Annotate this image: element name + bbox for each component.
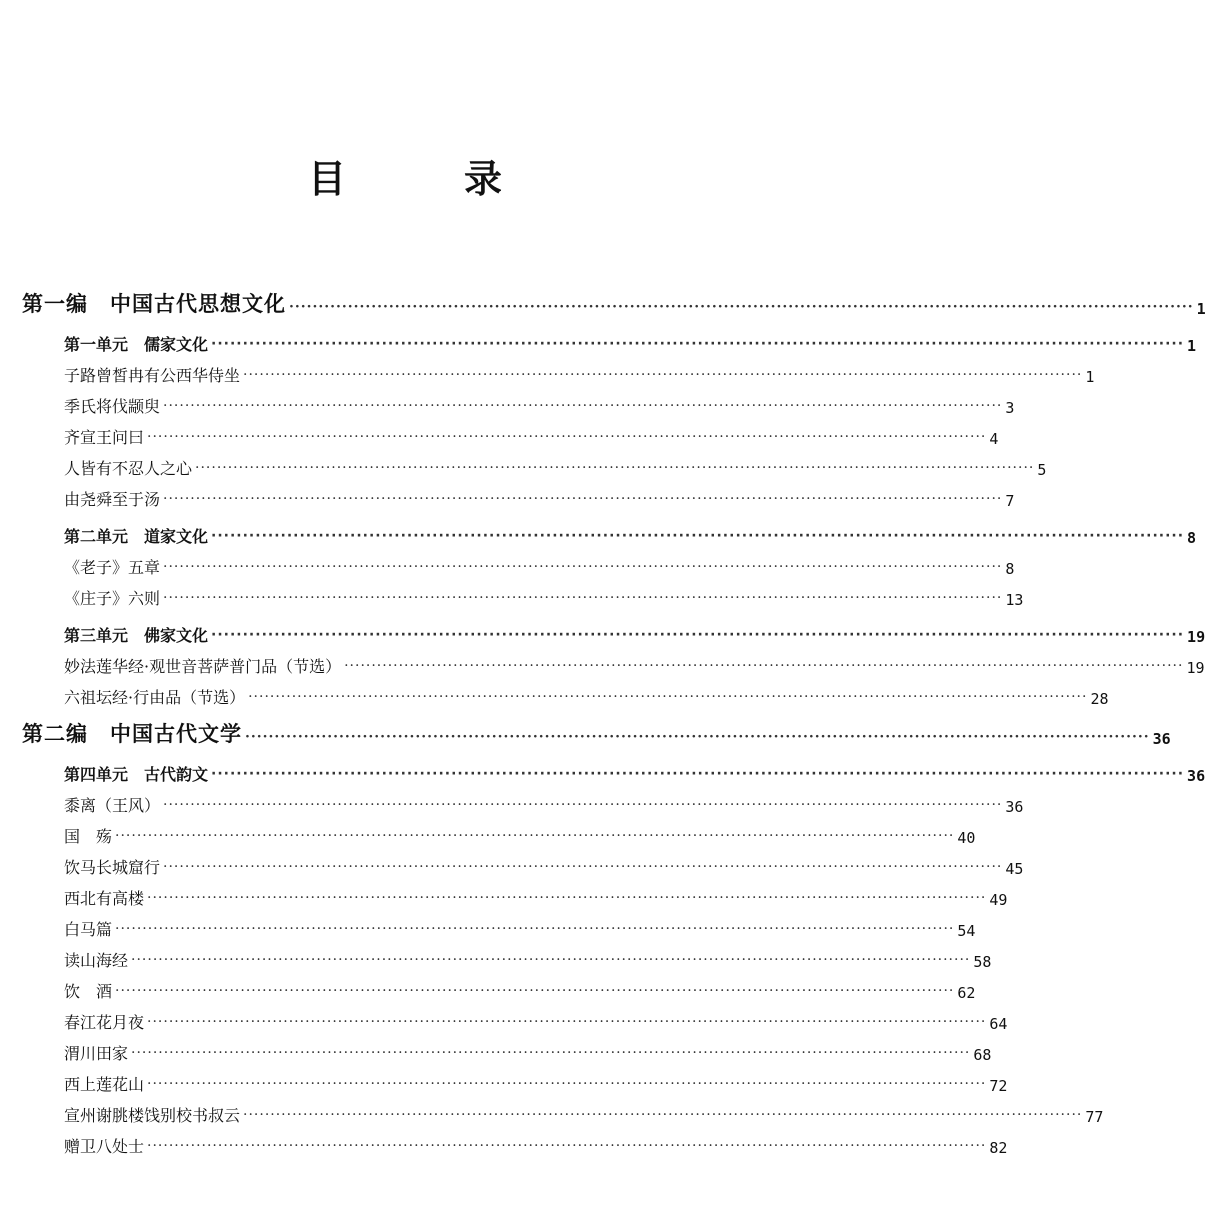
toc-entry[interactable]	[22, 479, 1015, 510]
toc-entry-title: 《庄子》六则	[64, 589, 161, 608]
dot-leader: ··························································································································································	[163, 590, 1003, 606]
dot-leader: ··························································································································································	[243, 367, 1083, 383]
dot-leader: ··························································································································································	[289, 299, 1194, 315]
toc-entry[interactable]	[22, 448, 1047, 479]
toc-entry-page-number: 8	[1005, 560, 1015, 578]
toc-unit[interactable]	[22, 615, 1206, 646]
toc-entry[interactable]	[22, 1064, 1008, 1095]
table-of-contents	[22, 278, 1206, 1157]
toc-entry-title: 春江花月夜	[64, 1013, 145, 1032]
dot-leader: ··························································································································································	[163, 559, 1003, 575]
dot-leader: ··························································································································································	[147, 1138, 987, 1154]
dot-leader: ··························································································································································	[163, 797, 1003, 813]
toc-entry-title: 宣州谢朓楼饯别校书叔云	[64, 1106, 241, 1125]
toc-entry[interactable]	[22, 677, 1109, 708]
dot-leader: ··························································································································································	[147, 1014, 987, 1030]
toc-entry[interactable]	[22, 971, 976, 1002]
dot-leader: ··························································································································································	[211, 336, 1185, 352]
toc-entry[interactable]	[22, 547, 1015, 578]
toc-entry-page-number: 36	[1005, 798, 1024, 816]
toc-entry-title: 妙法莲华经·观世音菩萨普门品（节选）	[64, 657, 342, 676]
toc-part-page-number: 1	[1196, 300, 1206, 318]
dot-leader: ··························································································································································	[115, 828, 955, 844]
dot-leader: ··························································································································································	[115, 921, 955, 937]
toc-entry-page-number: 58	[973, 953, 992, 971]
toc-entry-title: 齐宣王问曰	[64, 428, 145, 447]
dot-leader: ··························································································································································	[248, 689, 1088, 705]
dot-leader: ··························································································································································	[245, 729, 1150, 745]
dot-leader: ··························································································································································	[163, 859, 1003, 875]
dot-leader: ··························································································································································	[243, 1107, 1083, 1123]
toc-unit[interactable]	[22, 324, 1197, 355]
toc-entry-title: 白马篇	[64, 920, 113, 939]
dot-leader: ··························································································································································	[344, 658, 1184, 674]
toc-entry-page-number: 45	[1005, 860, 1024, 878]
toc-unit-title: 第三单元 佛家文化	[64, 626, 209, 645]
toc-entry-page-number: 13	[1005, 591, 1024, 609]
dot-leader: ··························································································································································	[211, 766, 1185, 782]
toc-entry-page-number: 68	[973, 1046, 992, 1064]
toc-entry[interactable]	[22, 878, 1008, 909]
toc-unit-page-number: 19	[1187, 628, 1206, 646]
toc-entry-title: 子路曾皙冉有公西华侍坐	[64, 366, 241, 385]
toc-entry[interactable]	[22, 1126, 1008, 1157]
dot-leader: ··························································································································································	[147, 429, 987, 445]
toc-entry-page-number: 5	[1037, 461, 1047, 479]
toc-entry-title: 由尧舜至于汤	[64, 490, 161, 509]
toc-entry[interactable]	[22, 1095, 1104, 1126]
toc-entry[interactable]	[22, 646, 1205, 677]
toc-entry-page-number: 4	[989, 430, 999, 448]
dot-leader: ··························································································································································	[211, 627, 1185, 643]
toc-entry-title: 读山海经	[64, 951, 129, 970]
dot-leader: ··························································································································································	[163, 398, 1003, 414]
toc-entry-title: 西北有高楼	[64, 889, 145, 908]
toc-entry-title: 《老子》五章	[64, 558, 161, 577]
toc-entry-page-number: 82	[989, 1139, 1008, 1157]
toc-unit-title: 第四单元 古代韵文	[64, 765, 209, 784]
dot-leader: ··························································································································································	[195, 460, 1035, 476]
toc-entry-title: 黍离（王风）	[64, 796, 161, 815]
toc-part[interactable]	[22, 708, 1171, 748]
toc-entry-page-number: 28	[1090, 690, 1109, 708]
dot-leader: ··························································································································································	[211, 528, 1185, 544]
dot-leader: ··························································································································································	[115, 983, 955, 999]
toc-entry-title: 赠卫八处士	[64, 1137, 145, 1156]
toc-entry-title: 西上莲花山	[64, 1075, 145, 1094]
toc-part-page-number: 36	[1152, 730, 1171, 748]
dot-leader: ··························································································································································	[147, 1076, 987, 1092]
toc-entry[interactable]	[22, 909, 976, 940]
toc-entry[interactable]	[22, 847, 1024, 878]
toc-unit[interactable]	[22, 516, 1197, 547]
toc-entry-title: 饮马长城窟行	[64, 858, 161, 877]
toc-unit-page-number: 1	[1187, 337, 1197, 355]
toc-entry[interactable]	[22, 417, 999, 448]
toc-unit[interactable]	[22, 754, 1206, 785]
toc-entry-title: 人皆有不忍人之心	[64, 459, 193, 478]
toc-entry-page-number: 77	[1085, 1108, 1104, 1126]
toc-entry-title: 渭川田家	[64, 1044, 129, 1063]
toc-entry-page-number: 49	[989, 891, 1008, 909]
toc-entry-title: 国 殇	[64, 827, 113, 846]
toc-entry-title: 季氏将伐颛臾	[64, 397, 161, 416]
dot-leader: ··························································································································································	[163, 491, 1003, 507]
dot-leader: ··························································································································································	[147, 890, 987, 906]
toc-entry[interactable]	[22, 940, 992, 971]
toc-entry-page-number: 62	[957, 984, 976, 1002]
toc-entry-page-number: 19	[1186, 659, 1205, 677]
toc-entry-page-number: 1	[1085, 368, 1095, 386]
toc-unit-page-number: 36	[1187, 767, 1206, 785]
toc-entry-page-number: 72	[989, 1077, 1008, 1095]
toc-entry[interactable]	[22, 816, 976, 847]
toc-entry-page-number: 54	[957, 922, 976, 940]
toc-part-title: 第一编 中国古代思想文化	[22, 291, 286, 316]
page-title: 目 录	[307, 156, 542, 201]
toc-unit-page-number: 8	[1187, 529, 1197, 547]
toc-entry[interactable]	[22, 386, 1015, 417]
dot-leader: ··························································································································································	[131, 1045, 971, 1061]
toc-entry-page-number: 40	[957, 829, 976, 847]
toc-entry[interactable]	[22, 785, 1024, 816]
toc-entry-title: 六祖坛经·行由品（节选）	[64, 688, 246, 707]
toc-entry[interactable]	[22, 355, 1095, 386]
toc-entry-page-number: 3	[1005, 399, 1015, 417]
toc-entry[interactable]	[22, 578, 1024, 609]
toc-unit-title: 第二单元 道家文化	[64, 527, 209, 546]
toc-part[interactable]	[22, 278, 1206, 318]
toc-entry-page-number: 64	[989, 1015, 1008, 1033]
toc-entry-page-number: 7	[1005, 492, 1015, 510]
dot-leader: ··························································································································································	[131, 952, 971, 968]
toc-part-title: 第二编 中国古代文学	[22, 721, 242, 746]
toc-entry[interactable]	[22, 1033, 992, 1064]
toc-unit-title: 第一单元 儒家文化	[64, 335, 209, 354]
toc-entry[interactable]	[22, 1002, 1008, 1033]
toc-entry-title: 饮 酒	[64, 982, 113, 1001]
